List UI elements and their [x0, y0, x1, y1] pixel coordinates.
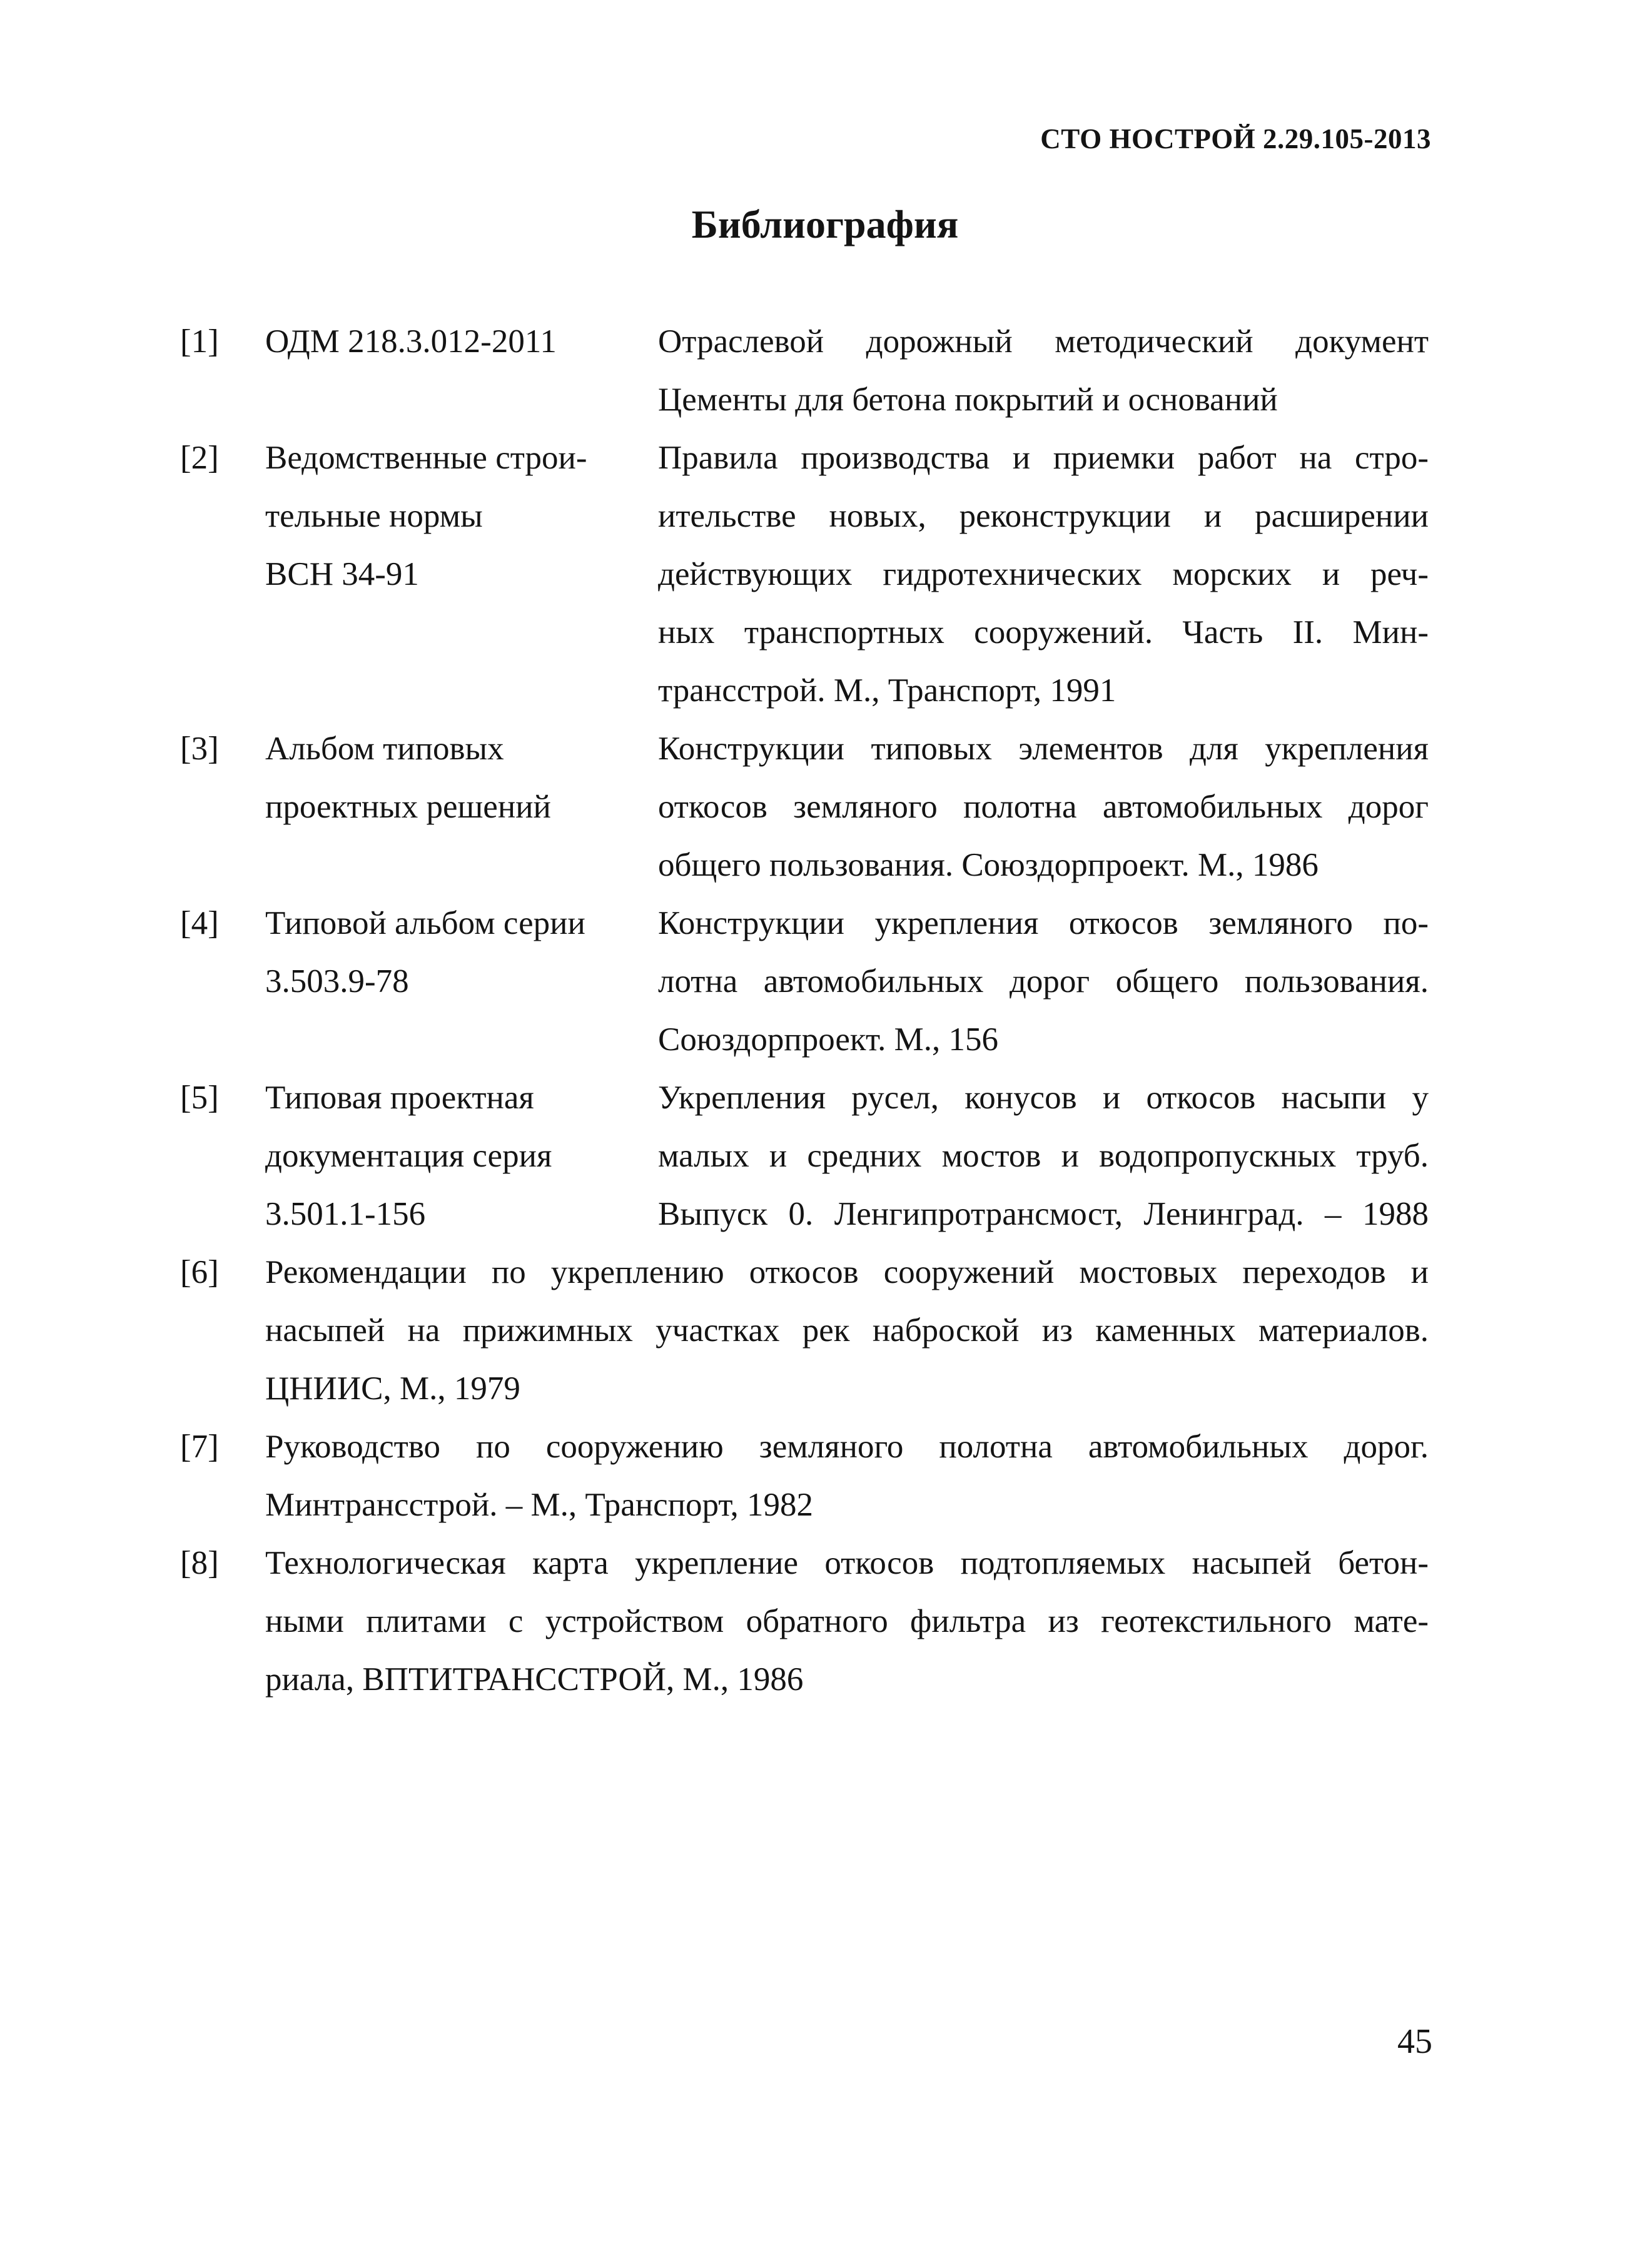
entry-description [658, 720, 1429, 894]
entry-description-line: Выпуск 0. Ленгипротрансмост, Ленинград. – 1988 [658, 1196, 1429, 1232]
entry-source [265, 1069, 658, 1243]
entry-text [265, 1534, 1429, 1709]
entry-source-line: тельные нормы [265, 498, 483, 534]
entry-description-line: ительстве новых, реконструкции и расширении [658, 498, 1429, 534]
entry-description [658, 1069, 1429, 1243]
entry-description [658, 313, 1429, 429]
entry-description [658, 429, 1429, 720]
entry-number: [5] [180, 1080, 219, 1116]
entry-source [265, 894, 658, 1011]
entry-text-line: риала, ВПТИТРАНССТРОЙ, М., 1986 [265, 1661, 804, 1698]
entry-description-line: Отраслевой дорожный методический документ [658, 323, 1429, 360]
entry-source [265, 720, 658, 836]
bibliography-list [180, 313, 1429, 1709]
bibliography-entry [180, 313, 1429, 429]
entry-source-line: ОДМ 218.3.012-2011 [265, 323, 557, 360]
entry-source-line: 3.503.9-78 [265, 963, 409, 1000]
entry-source-line: Альбом типовых [265, 731, 504, 767]
bibliography-entry [180, 894, 1429, 1069]
entry-number: [7] [180, 1429, 219, 1465]
entry-source-line: документация серия [265, 1138, 552, 1174]
entry-source-line: Типовой альбом серии [265, 905, 585, 941]
entry-text-line: ными плитами с устройством обратного фильтра из геотекстильного мате- [265, 1603, 1429, 1639]
entry-description-line: откосов земляного полотна автомобильных дорог [658, 789, 1429, 825]
entry-description [658, 894, 1429, 1069]
entry-number: [3] [180, 731, 219, 767]
entry-description-line: Союздорпроект. М., 156 [658, 1021, 999, 1058]
entry-source-line: проектных решений [265, 789, 551, 825]
entry-text-line: Рекомендации по укреплению откосов сооружений мостовых переходов и [265, 1254, 1429, 1290]
bibliography-entry [180, 429, 1429, 720]
entry-description-line: лотна автомобильных дорог общего пользования. [658, 963, 1429, 1000]
entry-description-line: трансстрой. М., Транспорт, 1991 [658, 672, 1116, 709]
entry-description-line: Правила производства и приемки работ на стро- [658, 440, 1429, 476]
entry-description-line: Укрепления русел, конусов и откосов насыпи у [658, 1080, 1429, 1116]
document-code: СТО НОСТРОЙ 2.29.105-2013 [1040, 123, 1431, 154]
entry-description-line: общего пользования. Союздорпроект. М., 1986 [658, 847, 1319, 883]
entry-description-line: Конструкции укрепления откосов земляного по- [658, 905, 1429, 941]
entry-number: [8] [180, 1545, 219, 1581]
page-number: 45 [1397, 2022, 1432, 2061]
bibliography-entry [180, 1243, 1429, 1418]
entry-description-line: Конструкции типовых элементов для укрепления [658, 731, 1429, 767]
entry-number: [2] [180, 440, 219, 476]
bibliography-entry [180, 1418, 1429, 1534]
entry-source-line: ВСН 34-91 [265, 556, 419, 592]
bibliography-entry [180, 1069, 1429, 1243]
page-title: Библиография [691, 202, 959, 246]
entry-number: [6] [180, 1254, 219, 1290]
entry-text-line: Минтрансстрой. – М., Транспорт, 1982 [265, 1487, 814, 1523]
bibliography-entry [180, 1534, 1429, 1709]
entry-description-line: Цементы для бетона покрытий и оснований [658, 382, 1278, 418]
entry-text-line: Руководство по сооружению земляного полотна автомобильных дорог. [265, 1429, 1429, 1465]
entry-text [265, 1418, 1429, 1534]
entry-description-line: малых и средних мостов и водопропускных труб. [658, 1138, 1429, 1174]
entry-source [265, 313, 658, 371]
entry-number: [4] [180, 905, 219, 941]
entry-source-line: Типовая проектная [265, 1080, 534, 1116]
entry-text-line: Технологическая карта укрепление откосов подтопляемых насыпей бетон- [265, 1545, 1429, 1581]
entry-description-line: ных транспортных сооружений. Часть II. Мин- [658, 614, 1429, 651]
entry-source [265, 429, 658, 604]
entry-text-line: насыпей на прижимных участках рек наброской из каменных материалов. [265, 1312, 1429, 1349]
entry-description-line: действующих гидротехнических морских и реч- [658, 556, 1429, 592]
entry-text-line: ЦНИИС, М., 1979 [265, 1370, 520, 1407]
entry-source-line: Ведомственные строи- [265, 440, 587, 476]
entry-text [265, 1243, 1429, 1418]
bibliography-entry [180, 720, 1429, 894]
entry-source-line: 3.501.1-156 [265, 1196, 426, 1232]
entry-number: [1] [180, 323, 219, 360]
